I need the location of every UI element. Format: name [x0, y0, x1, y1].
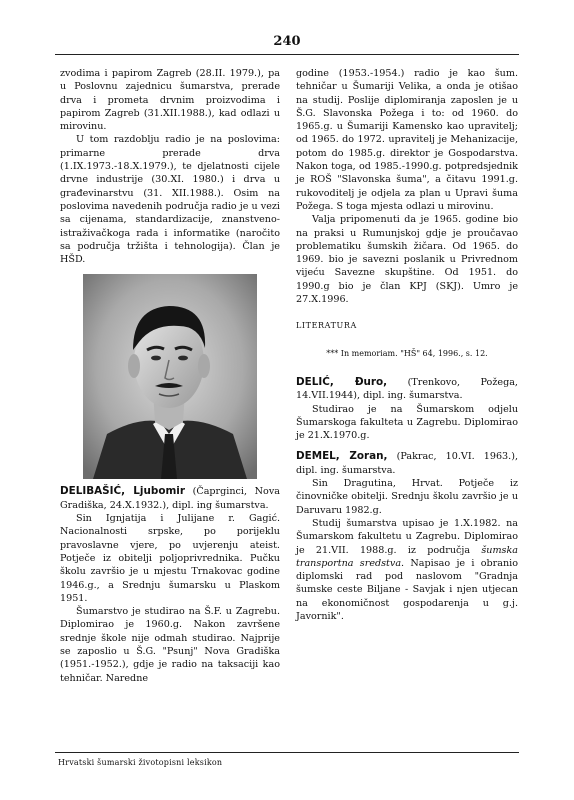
bottom-rule: [55, 752, 519, 753]
right-column: [296, 67, 518, 623]
prev-entry-paragraph-2: U tom razdoblju radio je na poslovima: primarne prerade drva (1.IX.1973.-18.X.1979.), te djelatnosti cijele drvne industrije (30.XI. 1980.) i drva u građevinarstvu (31. XII.1988.). Osim na poslovima navedenih područja radio je u vezi sa cijenama, standardizacije, znanstveno-istraživačkoga rada i informatike (naročito sa područja tržišta i tehnologija). Član je HŠD.: [60, 134, 280, 266]
page-number: 240: [273, 34, 301, 49]
entry-spacer: [296, 442, 518, 450]
entry-delibasic: [60, 485, 280, 512]
entry-delic-paragraph: Studirao je na Šumarskom odjelu Šumarskoga fakulteta u Zagrebu. Diplomirao je 21.X.1970.g.: [296, 403, 518, 442]
demel-text-italic: šumska transportna sredstva.: [296, 544, 518, 569]
continued-paragraph-1: godine (1953.-1954.) radio je kao šum. tehničar u Šumariji Velika, a onda je otišao na studij. Poslije diplomiranja zaposlen je u Š.G. Slavonska Požega i to: od 1960. do 1965.g. u Šumariji Kamensko kao upravitelj; od 1965. do 1972. upravitelj je Mehanizacije, potom do 1985.g. direktor je Gospodarstva. Nakon toga, od 1985.-1990.g. potpredsjednik je ROŠ "Slavonska šuma", a čitavu 1991.g. rukovoditelj je odjela za plan u Upravi šuma Požega. S toga mjesta odlazi u mirovinu.: [296, 68, 518, 212]
demel-text-a: Studij šumarstva upisao je 1.X.1982. na Šumarskom fakultetu u Zagrebu. Diplomirao je 21.VII. 1988.g. iz područja: [296, 517, 518, 556]
prev-entry-paragraph: zvodima i papirom Zagreb (28.II. 1979.), pa u Poslovnu zajednicu šumarstva, prerade drva i prometa drvnim proizvodima i papirom Zagreb (31.XII.1988.), kad odlazi u mirovinu.: [60, 68, 280, 133]
entry-name-delic: DELIĆ, Đuro,: [296, 375, 388, 388]
literature-reference: *** In memoriam. "HŠ" 64, 1996., s. 12.: [326, 348, 488, 358]
top-rule: [55, 54, 519, 55]
demel-text-b: Napisao je i obranio diplomski rad pod naslovom "Gradnja šumske ceste Biljane - Savjak i njen utjecan na ekonomičnost gospodarenja u g.j. Javornik".: [296, 557, 518, 622]
entry-intro-demel: (Pakrac, 10.VI. 1963.), dipl. ing. šumarstva.: [296, 451, 518, 476]
portrait-photo: [83, 274, 257, 479]
entry-name: DELIBAŠIĆ, Ljubomir: [60, 485, 185, 498]
literature-heading: LITERATURA: [296, 321, 357, 331]
entry-intro: (Čaprginci, Nova Gradiška, 24.X.1932.), dipl. ing šumarstva.: [60, 486, 280, 511]
continued-paragraph-2: Valja pripomenuti da je 1965. godine bio na praksi u Rumunjskoj gdje je proučavao problematiku šumskih žičara. Od 1965. do 1969. bio je savezni poslanik u Privrednom vijeću Savezne skupštine. Od 1951. do 1990.g bio je član KPJ (SKJ). Umro je 27.X.1996.: [296, 214, 518, 306]
entry-demel-paragraph-2: [296, 517, 518, 623]
entry-intro-delic: (Trenkovo, Požega, 14.VII.1944), dipl. ing. šumarstva.: [296, 376, 518, 402]
entry-name-demel: DEMEL, Zoran,: [296, 450, 388, 463]
entry-demel-paragraph-1: Sin Dragutina, Hrvat. Potječe iz činovničke obitelji. Srednju školu završio je u Daruvaru 1982.g.: [296, 478, 518, 516]
entry-paragraph-1: Sin Ignjatija i Julijane r. Gagić. Nacionalnosti srpske, po porijeklu pravoslavne vjere, po uvjerenju ateist. Potječe iz obitelji poljoprivrednika. Pučku školu završio je u mjestu Trnakovac godine 1946.g., a Srednju šumarsku u Plaskom 1951.: [60, 513, 280, 604]
entry-demel: [296, 450, 518, 477]
page-footer: Hrvatski šumarski životopisni leksikon: [58, 758, 223, 767]
entry-delic: [296, 376, 518, 403]
left-column: [60, 67, 280, 685]
portrait-image: [83, 274, 257, 479]
entry-paragraph-2: Šumarstvo je studirao na Š.F. u Zagrebu. Diplomirao je 1960.g. Nakon završene srednje škole nije odmah studirao. Najprije se zaposlio u Š.G. "Psunj" Nova Gradiška (1951.-1952.), gdje je radio na taksaciji kao tehničar. Naredne: [60, 606, 280, 684]
